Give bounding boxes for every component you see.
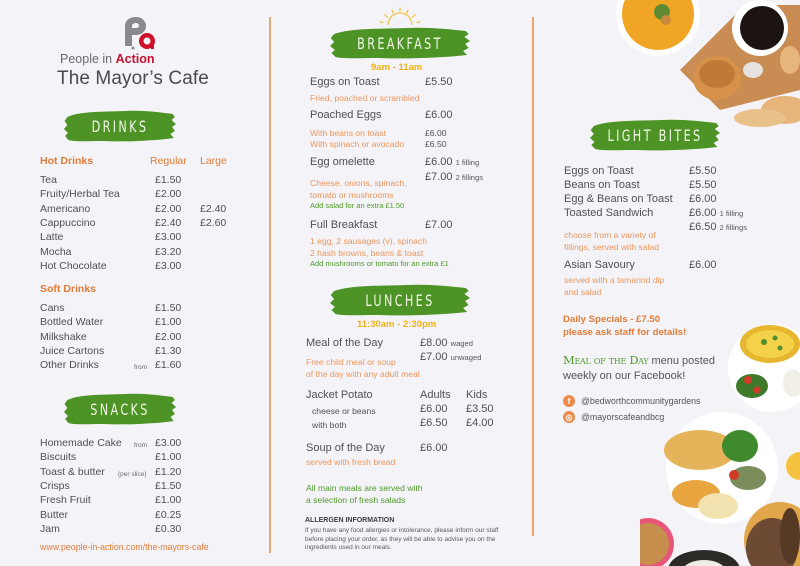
omelette-desc-2: tomato or mushrooms [310, 190, 394, 200]
jacket-option-label: cheese or beans [312, 406, 376, 416]
full-breakfast-price: £7.00 [425, 219, 453, 231]
eggs-on-toast-desc: Fried, poached or scrambled [310, 93, 420, 103]
item-name: Mocha [40, 245, 72, 258]
item-name: Cappuccino [40, 216, 96, 229]
poached-eggs-name: Poached Eggs [310, 109, 382, 121]
item-name: Latte [40, 231, 64, 244]
meal-of-day-desc-1: Free child meal or soup [306, 357, 396, 367]
jacket-kids-price: £3.50 [466, 403, 494, 415]
item-note: from [134, 442, 147, 449]
breakfast-banner [330, 25, 470, 61]
daily-specials-note: please ask staff for details! [563, 327, 687, 338]
item-price: £1.50 [155, 302, 182, 314]
item-note: from [134, 364, 147, 372]
item-name: Americano [40, 202, 91, 215]
item-price-regular: £3.20 [155, 245, 182, 258]
sandwich-desc-2: fillings, served with salad [564, 242, 660, 252]
item-price: £2.00 [155, 330, 182, 343]
instagram-handle: @mayorscafeandbcg [581, 412, 665, 422]
item-price: £1.50 [155, 479, 182, 492]
asian-savoury-price: £6.00 [689, 259, 717, 271]
menu-row [40, 330, 240, 344]
menu-row [40, 259, 240, 273]
allergen-heading: ALLERGEN INFORMATION [305, 517, 395, 524]
item-price-regular: £3.00 [155, 231, 182, 244]
item-price: £1.00 [155, 451, 182, 464]
salad-note-1: All main meals are served with [306, 483, 423, 493]
item-price: £1.00 [155, 494, 182, 507]
allergen-text: If you have any food allergies or intolerance, please inform our staff before placing your order, as they will be able to advise you on the ingredients used in our meals. [305, 527, 499, 552]
menu-row [40, 245, 240, 259]
column-divider-right [532, 17, 534, 536]
light-bite-price [689, 207, 743, 219]
menu-row [40, 187, 240, 201]
asian-savoury-name: Asian Savoury [564, 259, 635, 271]
snacks-banner-label: SNACKS [90, 399, 150, 419]
food-plates-photo [640, 318, 800, 566]
price: £7.00 [420, 351, 448, 363]
menu-row [40, 301, 240, 315]
item-price: £1.60 [155, 359, 182, 372]
poached-option-label: With beans on toast [310, 128, 386, 138]
sandwich-desc-1: choose from a variety of [564, 230, 656, 240]
menu-row [40, 230, 240, 244]
light-bite-price: £5.50 [689, 165, 717, 177]
item-price: £3.00 [155, 437, 182, 449]
light-bite-price: £6.00 [689, 193, 717, 205]
item-name: Homemade Cake [40, 437, 122, 449]
jacket-potato-name: Jacket Potato [306, 389, 373, 401]
lunches-banner [330, 282, 470, 318]
omelette-name: Egg omelette [310, 156, 375, 168]
item-name: Fresh Fruit [40, 494, 91, 507]
meal-of-day-price-1 [420, 337, 473, 349]
menu-row [40, 173, 240, 187]
breakfast-banner-label: BREAKFAST [357, 33, 443, 53]
facebook-handle: @bedworthcommunitygardens [581, 396, 701, 406]
price-note: 1 filling [455, 158, 480, 167]
item-price: £0.30 [155, 522, 182, 535]
item-price-regular: £1.50 [155, 174, 182, 186]
menu-row [40, 450, 240, 464]
menu-row [40, 522, 240, 536]
poached-option-price: £6.00 [425, 128, 447, 138]
omelette-extra: Add salad for an extra £1.50 [310, 201, 405, 210]
regular-column-heading: Regular [150, 155, 187, 167]
item-price-regular: £2.00 [155, 202, 182, 215]
price-note: unwaged [450, 353, 482, 362]
item-price-regular: £2.40 [155, 216, 182, 229]
sandwich-price-2 [689, 221, 747, 233]
salad-note-2: a selection of fresh salads [306, 495, 406, 505]
omelette-desc-1: Cheese, onions, spinach, [310, 178, 407, 188]
item-name: Other Drinks [40, 359, 99, 372]
item-name: Cans [40, 302, 65, 314]
item-name: Butter [40, 508, 69, 521]
menu-row [40, 315, 240, 329]
soup-price: £6.00 [420, 442, 448, 454]
full-breakfast-desc-1: 1 egg, 2 sausages (v), spinach [310, 236, 428, 246]
org-name-prefix: People in [60, 52, 116, 66]
item-name: Tea [40, 174, 57, 186]
light-bite-name: Toasted Sandwich [564, 207, 654, 219]
item-price-large: £2.40 [200, 202, 227, 215]
omelette-price-1 [425, 156, 479, 168]
item-name: Hot Chocolate [40, 259, 107, 272]
item-name: Fruity/Herbal Tea [40, 188, 120, 201]
jacket-adult-price: £6.00 [420, 403, 448, 415]
jacket-option-label: with both [312, 420, 347, 430]
soft-drinks-heading: Soft Drinks [40, 283, 97, 295]
people-in-action-logo-icon [121, 16, 157, 50]
item-price-regular: £3.00 [155, 259, 182, 272]
menu-row [40, 465, 240, 479]
full-breakfast-extra: Add mushrooms or tomato for an extra £1 [310, 259, 449, 268]
jacket-adult-price: £6.50 [420, 417, 448, 429]
instagram-icon: ◎ [563, 411, 575, 423]
price: £7.00 [425, 171, 453, 183]
meal-of-day-name: Meal of the Day [306, 337, 384, 349]
item-price: £1.20 [155, 465, 182, 478]
menu-row [40, 436, 240, 450]
full-breakfast-desc-2: 2 hash browns, beans & toast [310, 248, 424, 258]
menu-row [40, 493, 240, 507]
price-note: 2 fillings [719, 223, 748, 232]
price-note: waged [450, 339, 473, 348]
item-note: (per slice) [118, 470, 147, 478]
light-bites-banner-label: LIGHT BITES [607, 125, 703, 145]
light-bite-name: Egg & Beans on Toast [564, 193, 673, 205]
menu-row [40, 216, 240, 230]
cafe-title: The Mayor’s Cafe [57, 68, 209, 89]
price: £6.50 [689, 221, 717, 233]
price: £8.00 [420, 337, 448, 349]
item-name: Juice Cartons [40, 344, 105, 357]
website-link[interactable]: www.people-in-action.com/the-mayors-cafe [40, 542, 209, 552]
price: £6.00 [425, 156, 453, 168]
price: £6.00 [689, 207, 717, 219]
menu-row [40, 479, 240, 493]
meal-of-day-desc-2: of the day with any adult meal [306, 369, 420, 379]
item-name: Biscuits [40, 451, 77, 464]
eggs-on-toast-name: Eggs on Toast [310, 76, 380, 88]
meal-of-day-price-2 [420, 351, 481, 363]
org-name-highlight: Action [115, 52, 155, 66]
facebook-icon: f [563, 395, 575, 407]
hot-drinks-heading: Hot Drinks [40, 155, 94, 167]
price-note: 2 fillings [455, 173, 484, 182]
meal-of-day-highlight: Meal of the Day [563, 353, 649, 367]
asian-savoury-desc-2: and salad [564, 287, 602, 297]
light-bite-name: Beans on Toast [564, 179, 640, 191]
item-price-regular: £2.00 [155, 188, 182, 201]
omelette-price-2 [425, 171, 483, 183]
price-note: 1 filling [719, 209, 744, 218]
poached-eggs-price: £6.00 [425, 109, 453, 121]
item-name: Milkshake [40, 330, 87, 343]
item-price: £1.30 [155, 344, 182, 357]
menu-row [40, 508, 240, 522]
meal-of-day-text: menu posted weekly on our Facebook! [563, 355, 716, 382]
light-bite-price: £5.50 [689, 179, 717, 191]
snacks-banner [64, 391, 176, 427]
item-name: Jam [40, 522, 60, 535]
kids-column-heading: Kids [466, 389, 488, 401]
item-name: Toast & butter [40, 465, 105, 478]
full-breakfast-name: Full Breakfast [310, 219, 378, 231]
item-name: Bottled Water [40, 316, 104, 329]
item-price-large: £2.60 [200, 216, 227, 229]
menu-row [40, 344, 240, 358]
adults-column-heading: Adults [420, 389, 451, 401]
item-price: £0.25 [155, 508, 182, 521]
menu-row [40, 202, 240, 216]
menu-row [40, 358, 240, 372]
jacket-kids-price: £4.00 [466, 417, 494, 429]
drinks-banner-label: DRINKS [91, 116, 149, 136]
light-bites-banner [590, 117, 720, 153]
breakfast-hours: 9am - 11am [371, 62, 423, 73]
item-name: Crisps [40, 479, 70, 492]
light-bite-name: Eggs on Toast [564, 165, 634, 177]
asian-savoury-desc-1: served with a tamarind dip [564, 275, 665, 285]
column-divider-left [269, 17, 271, 553]
eggs-on-toast-price: £5.50 [425, 76, 453, 88]
large-column-heading: Large [200, 155, 227, 167]
soup-name: Soup of the Day [306, 442, 385, 454]
soup-desc: served with fresh bread [306, 457, 396, 467]
sun-icon [378, 7, 422, 25]
poached-option-label: With spinach or avocado [310, 139, 405, 149]
poached-option-price: £6.50 [425, 139, 447, 149]
lunch-hours: 11:30am - 2:30pm [357, 319, 437, 330]
item-price: £1.00 [155, 316, 182, 329]
daily-specials-price: Daily Specials - £7.50 [563, 314, 661, 325]
org-name [60, 52, 240, 66]
drinks-banner [64, 108, 176, 144]
lunches-banner-label: LUNCHES [365, 290, 435, 310]
